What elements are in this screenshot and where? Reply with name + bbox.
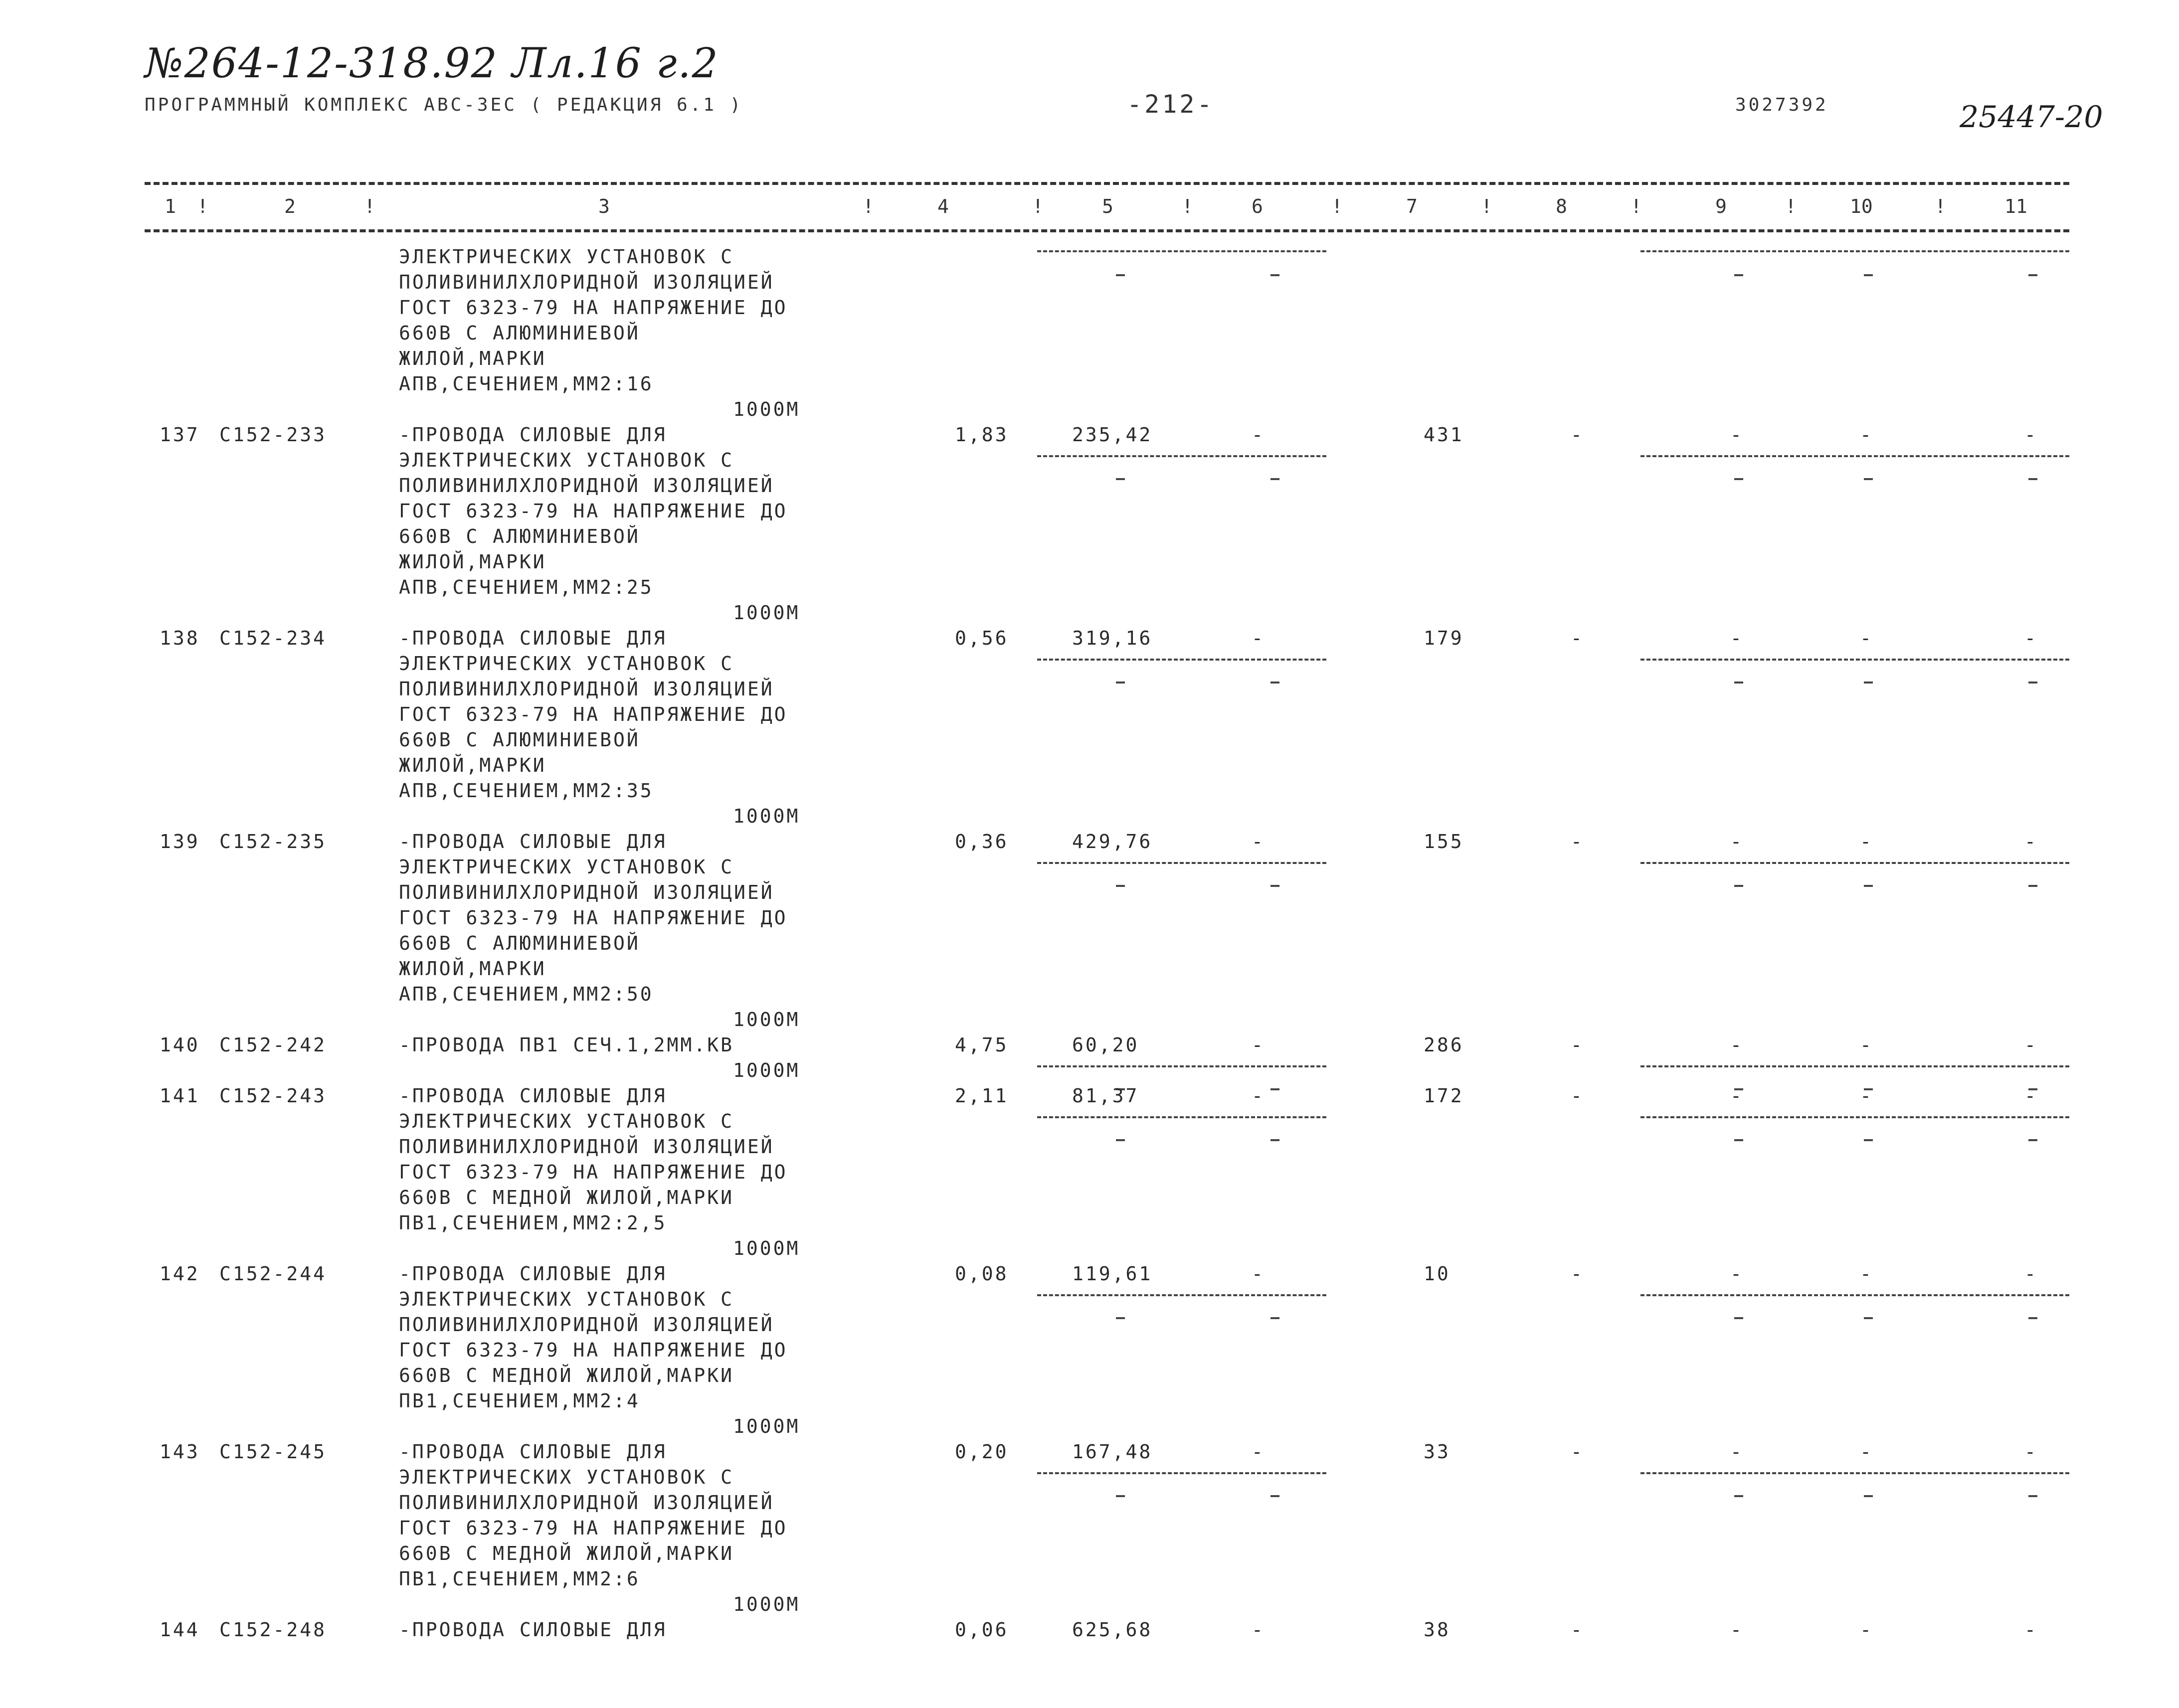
row-description: -ПРОВОДА СИЛОВЫЕ ДЛЯ ЭЛЕКТРИЧЕСКИХ УСТАНОВОК С ПОЛИВИНИЛХЛОРИДНОЙ ИЗОЛЯЦИЕЙ ГОСТ 6323-79 НА НАПРЯЖЕНИЕ ДО 660В С МЕДНОЙ ЖИЛОЙ,МАРКИ ПВ1,СЕЧЕНИЕМ,ММ2:2,5 bbox=[399, 1085, 788, 1234]
empty-mark bbox=[1116, 274, 1125, 276]
column-header-5: 5 bbox=[1102, 195, 1113, 217]
row-value-9: - bbox=[1730, 831, 1742, 853]
row-number: 141 bbox=[160, 1085, 200, 1107]
row-value-10: - bbox=[1860, 1034, 1871, 1056]
handwritten-number: 25447-20 bbox=[1960, 100, 2103, 135]
row-value-4: 1,83 bbox=[955, 424, 1009, 446]
row-value-5: 625,68 bbox=[1072, 1619, 1153, 1641]
empty-mark bbox=[1734, 885, 1743, 887]
empty-mark bbox=[1864, 274, 1873, 276]
column-separator: ! bbox=[1032, 195, 1044, 217]
row-value-10: - bbox=[1860, 831, 1871, 853]
row-unit: 1000М bbox=[733, 398, 800, 420]
fraction-line-5-6 bbox=[1037, 250, 1326, 252]
row-value-11: - bbox=[2024, 1441, 2036, 1463]
row-value-11: - bbox=[2024, 1034, 2036, 1056]
row-description: -ПРОВОДА ПВ1 СЕЧ.1,2ММ.КВ bbox=[399, 1034, 734, 1056]
column-header-3: 3 bbox=[598, 195, 610, 217]
empty-mark bbox=[1116, 1317, 1125, 1319]
empty-mark bbox=[2028, 885, 2037, 887]
empty-mark bbox=[2028, 1139, 2037, 1141]
fraction-line-9-11 bbox=[1640, 1294, 2069, 1296]
row-description: ЭЛЕКТРИЧЕСКИХ УСТАНОВОК С ПОЛИВИНИЛХЛОРИДНОЙ ИЗОЛЯЦИЕЙ ГОСТ 6323-79 НА НАПРЯЖЕНИЕ ДО 660В С АЛЮМИНИЕВОЙ ЖИЛОЙ,МАРКИ АПВ,СЕЧЕНИЕМ,ММ2:16 bbox=[399, 246, 788, 395]
row-value-8: - bbox=[1571, 627, 1582, 649]
fraction-line-5-6 bbox=[1037, 862, 1326, 864]
row-value-8: - bbox=[1571, 1619, 1582, 1641]
row-value-11: - bbox=[2024, 424, 2036, 446]
table-row bbox=[0, 829, 2179, 1032]
row-unit: 1000М bbox=[733, 1237, 800, 1259]
column-separator: ! bbox=[1785, 195, 1797, 217]
row-value-7: 10 bbox=[1424, 1263, 1451, 1285]
row-value-8: - bbox=[1571, 831, 1582, 853]
table-row bbox=[0, 1617, 2179, 1643]
empty-mark bbox=[1864, 1317, 1873, 1319]
fraction-line-5-6 bbox=[1037, 1294, 1326, 1296]
row-value-6: - bbox=[1252, 1263, 1263, 1285]
row-value-4: 0,20 bbox=[955, 1441, 1009, 1463]
fraction-line-9-11 bbox=[1640, 250, 2069, 252]
row-value-6: - bbox=[1252, 627, 1263, 649]
row-code: С152-248 bbox=[219, 1619, 327, 1641]
column-header-1: 1 bbox=[165, 195, 176, 217]
empty-mark bbox=[1734, 274, 1743, 276]
column-separator: ! bbox=[863, 195, 874, 217]
table-row bbox=[0, 422, 2179, 626]
row-value-6: - bbox=[1252, 1441, 1263, 1463]
row-value-11: - bbox=[2024, 627, 2036, 649]
row-value-10: - bbox=[1860, 1619, 1871, 1641]
column-header-7: 7 bbox=[1406, 195, 1418, 217]
row-description: -ПРОВОДА СИЛОВЫЕ ДЛЯ ЭЛЕКТРИЧЕСКИХ УСТАНОВОК С ПОЛИВИНИЛХЛОРИДНОЙ ИЗОЛЯЦИЕЙ ГОСТ 6323-79 НА НАПРЯЖЕНИЕ ДО 660В С МЕДНОЙ ЖИЛОЙ,МАРКИ ПВ1,СЕЧЕНИЕМ,ММ2:6 bbox=[399, 1441, 788, 1590]
row-value-5: 60,20 bbox=[1072, 1034, 1139, 1056]
row-value-4: 0,36 bbox=[955, 831, 1009, 853]
column-header-10: 10 bbox=[1850, 195, 1873, 217]
row-value-11: - bbox=[2024, 1619, 2036, 1641]
table-row bbox=[0, 1083, 2179, 1261]
column-header-11: 11 bbox=[2004, 195, 2027, 217]
row-code: С152-235 bbox=[219, 831, 327, 853]
empty-mark bbox=[2028, 682, 2037, 683]
fraction-line-5-6 bbox=[1037, 1116, 1326, 1118]
fraction-line-5-6 bbox=[1037, 455, 1326, 457]
column-header-8: 8 bbox=[1556, 195, 1567, 217]
row-value-4: 0,06 bbox=[955, 1619, 1009, 1641]
row-number: 142 bbox=[160, 1263, 200, 1285]
row-description: -ПРОВОДА СИЛОВЫЕ ДЛЯ bbox=[399, 1619, 667, 1641]
row-value-5: 319,16 bbox=[1072, 627, 1153, 649]
handwritten-reference: №264-12-318.92 Лл.16 г.2 bbox=[145, 40, 719, 87]
empty-mark bbox=[1271, 274, 1279, 276]
row-value-6: - bbox=[1252, 1085, 1263, 1107]
fraction-line-5-6 bbox=[1037, 659, 1326, 661]
row-unit: 1000М bbox=[733, 1593, 800, 1615]
row-number: 137 bbox=[160, 424, 200, 446]
row-value-9: - bbox=[1730, 1085, 1742, 1107]
row-value-11: - bbox=[2024, 1085, 2036, 1107]
row-value-6: - bbox=[1252, 831, 1263, 853]
column-separator: ! bbox=[197, 195, 208, 217]
empty-mark bbox=[1116, 885, 1125, 887]
empty-mark bbox=[1271, 1495, 1279, 1497]
empty-mark bbox=[1271, 478, 1279, 480]
fraction-line-9-11 bbox=[1640, 455, 2069, 457]
empty-mark bbox=[1734, 682, 1743, 683]
row-code: С152-243 bbox=[219, 1085, 327, 1107]
row-value-8: - bbox=[1571, 1085, 1582, 1107]
empty-mark bbox=[1271, 682, 1279, 683]
column-separator: ! bbox=[1481, 195, 1492, 217]
column-separator: ! bbox=[364, 195, 375, 217]
empty-mark bbox=[1116, 682, 1125, 683]
row-description: -ПРОВОДА СИЛОВЫЕ ДЛЯ ЭЛЕКТРИЧЕСКИХ УСТАНОВОК С ПОЛИВИНИЛХЛОРИДНОЙ ИЗОЛЯЦИЕЙ ГОСТ 6323-79 НА НАПРЯЖЕНИЕ ДО 660В С МЕДНОЙ ЖИЛОЙ,МАРКИ ПВ1,СЕЧЕНИЕМ,ММ2:4 bbox=[399, 1263, 788, 1412]
row-number: 139 bbox=[160, 831, 200, 853]
empty-mark bbox=[2028, 274, 2037, 276]
row-value-11: - bbox=[2024, 831, 2036, 853]
row-value-10: - bbox=[1860, 424, 1871, 446]
row-value-8: - bbox=[1571, 1034, 1582, 1056]
empty-mark bbox=[1864, 682, 1873, 683]
row-unit: 1000М bbox=[733, 1415, 800, 1437]
fraction-line-9-11 bbox=[1640, 862, 2069, 864]
empty-mark bbox=[1271, 885, 1279, 887]
row-value-9: - bbox=[1730, 1034, 1742, 1056]
row-value-10: - bbox=[1860, 627, 1871, 649]
empty-mark bbox=[2028, 1495, 2037, 1497]
empty-mark bbox=[1734, 478, 1743, 480]
column-separator: ! bbox=[1331, 195, 1343, 217]
row-value-5: 119,61 bbox=[1072, 1263, 1153, 1285]
column-separator: ! bbox=[1631, 195, 1642, 217]
row-value-7: 33 bbox=[1424, 1441, 1451, 1463]
row-code: С152-244 bbox=[219, 1263, 327, 1285]
empty-mark bbox=[1271, 1139, 1279, 1141]
empty-mark bbox=[2028, 1317, 2037, 1319]
document-title: ПРОГРАММНЫЙ КОМПЛЕКС АВС-3ЕС ( РЕДАКЦИЯ 6.1 ) bbox=[145, 95, 743, 115]
row-value-5: 429,76 bbox=[1072, 831, 1153, 853]
row-number: 140 bbox=[160, 1034, 200, 1056]
table-body bbox=[0, 244, 2179, 1643]
empty-mark bbox=[1864, 1495, 1873, 1497]
row-value-8: - bbox=[1571, 1441, 1582, 1463]
row-value-10: - bbox=[1860, 1441, 1871, 1463]
row-value-8: - bbox=[1571, 424, 1582, 446]
row-number: 144 bbox=[160, 1619, 200, 1641]
row-value-4: 0,56 bbox=[955, 627, 1009, 649]
empty-mark bbox=[1864, 1139, 1873, 1141]
empty-mark bbox=[1116, 478, 1125, 480]
row-code: С152-245 bbox=[219, 1441, 327, 1463]
column-header-2: 2 bbox=[284, 195, 296, 217]
row-value-7: 286 bbox=[1424, 1034, 1464, 1056]
row-value-4: 2,11 bbox=[955, 1085, 1009, 1107]
row-code: С152-234 bbox=[219, 627, 327, 649]
column-header-6: 6 bbox=[1252, 195, 1263, 217]
row-description: -ПРОВОДА СИЛОВЫЕ ДЛЯ ЭЛЕКТРИЧЕСКИХ УСТАНОВОК С ПОЛИВИНИЛХЛОРИДНОЙ ИЗОЛЯЦИЕЙ ГОСТ 6323-79 НА НАПРЯЖЕНИЕ ДО 660В С АЛЮМИНИЕВОЙ ЖИЛОЙ,МАРКИ АПВ,СЕЧЕНИЕМ,ММ2:35 bbox=[399, 627, 788, 802]
row-number: 138 bbox=[160, 627, 200, 649]
empty-mark bbox=[2028, 478, 2037, 480]
fraction-line-9-11 bbox=[1640, 1472, 2069, 1474]
fraction-line-5-6 bbox=[1037, 1472, 1326, 1474]
row-code: С152-233 bbox=[219, 424, 327, 446]
empty-mark bbox=[1271, 1317, 1279, 1319]
column-header-4: 4 bbox=[937, 195, 949, 217]
row-value-5: 235,42 bbox=[1072, 424, 1153, 446]
table-row bbox=[0, 1439, 2179, 1617]
table-row bbox=[0, 1261, 2179, 1439]
table-row-continuation bbox=[0, 244, 2179, 422]
fraction-line-9-11 bbox=[1640, 1065, 2069, 1067]
row-description: -ПРОВОДА СИЛОВЫЕ ДЛЯ ЭЛЕКТРИЧЕСКИХ УСТАНОВОК С ПОЛИВИНИЛХЛОРИДНОЙ ИЗОЛЯЦИЕЙ ГОСТ 6323-79 НА НАПРЯЖЕНИЕ ДО 660В С АЛЮМИНИЕВОЙ ЖИЛОЙ,МАРКИ АПВ,СЕЧЕНИЕМ,ММ2:50 bbox=[399, 831, 788, 1005]
row-value-6: - bbox=[1252, 424, 1263, 446]
row-value-9: - bbox=[1730, 424, 1742, 446]
empty-mark bbox=[1116, 1139, 1125, 1141]
table-row bbox=[0, 626, 2179, 829]
table-top-rule bbox=[145, 182, 2069, 185]
document-code: 3027392 bbox=[1735, 95, 1828, 115]
empty-mark bbox=[1734, 1317, 1743, 1319]
row-code: С152-242 bbox=[219, 1034, 327, 1056]
empty-mark bbox=[1734, 1139, 1743, 1141]
row-value-4: 4,75 bbox=[955, 1034, 1009, 1056]
row-value-7: 38 bbox=[1424, 1619, 1451, 1641]
row-value-7: 431 bbox=[1424, 424, 1464, 446]
row-value-9: - bbox=[1730, 627, 1742, 649]
fraction-line-9-11 bbox=[1640, 659, 2069, 661]
row-unit: 1000М bbox=[733, 602, 800, 624]
row-value-4: 0,08 bbox=[955, 1263, 1009, 1285]
column-header-9: 9 bbox=[1715, 195, 1727, 217]
row-value-9: - bbox=[1730, 1619, 1742, 1641]
column-separator: ! bbox=[1182, 195, 1193, 217]
row-value-11: - bbox=[2024, 1263, 2036, 1285]
row-value-7: 172 bbox=[1424, 1085, 1464, 1107]
row-value-10: - bbox=[1860, 1263, 1871, 1285]
empty-mark bbox=[1734, 1495, 1743, 1497]
row-value-7: 155 bbox=[1424, 831, 1464, 853]
empty-mark bbox=[1864, 885, 1873, 887]
table-header-rule bbox=[145, 229, 2069, 232]
row-number: 143 bbox=[160, 1441, 200, 1463]
column-separator: ! bbox=[1935, 195, 1946, 217]
row-value-8: - bbox=[1571, 1263, 1582, 1285]
row-value-6: - bbox=[1252, 1034, 1263, 1056]
row-value-10: - bbox=[1860, 1085, 1871, 1107]
row-value-9: - bbox=[1730, 1263, 1742, 1285]
table-row bbox=[0, 1032, 2179, 1083]
page-number: -212- bbox=[1127, 90, 1215, 119]
row-unit: 1000М bbox=[733, 805, 800, 827]
row-value-5: 167,48 bbox=[1072, 1441, 1153, 1463]
row-value-6: - bbox=[1252, 1619, 1263, 1641]
row-value-9: - bbox=[1730, 1441, 1742, 1463]
empty-mark bbox=[1116, 1495, 1125, 1497]
row-value-5: 81,37 bbox=[1072, 1085, 1139, 1107]
fraction-line-9-11 bbox=[1640, 1116, 2069, 1118]
row-description: -ПРОВОДА СИЛОВЫЕ ДЛЯ ЭЛЕКТРИЧЕСКИХ УСТАНОВОК С ПОЛИВИНИЛХЛОРИДНОЙ ИЗОЛЯЦИЕЙ ГОСТ 6323-79 НА НАПРЯЖЕНИЕ ДО 660В С АЛЮМИНИЕВОЙ ЖИЛОЙ,МАРКИ АПВ,СЕЧЕНИЕМ,ММ2:25 bbox=[399, 424, 788, 598]
fraction-line-5-6 bbox=[1037, 1065, 1326, 1067]
row-unit: 1000М bbox=[733, 1009, 800, 1030]
row-value-7: 179 bbox=[1424, 627, 1464, 649]
row-unit: 1000М bbox=[733, 1059, 800, 1081]
empty-mark bbox=[1864, 478, 1873, 480]
